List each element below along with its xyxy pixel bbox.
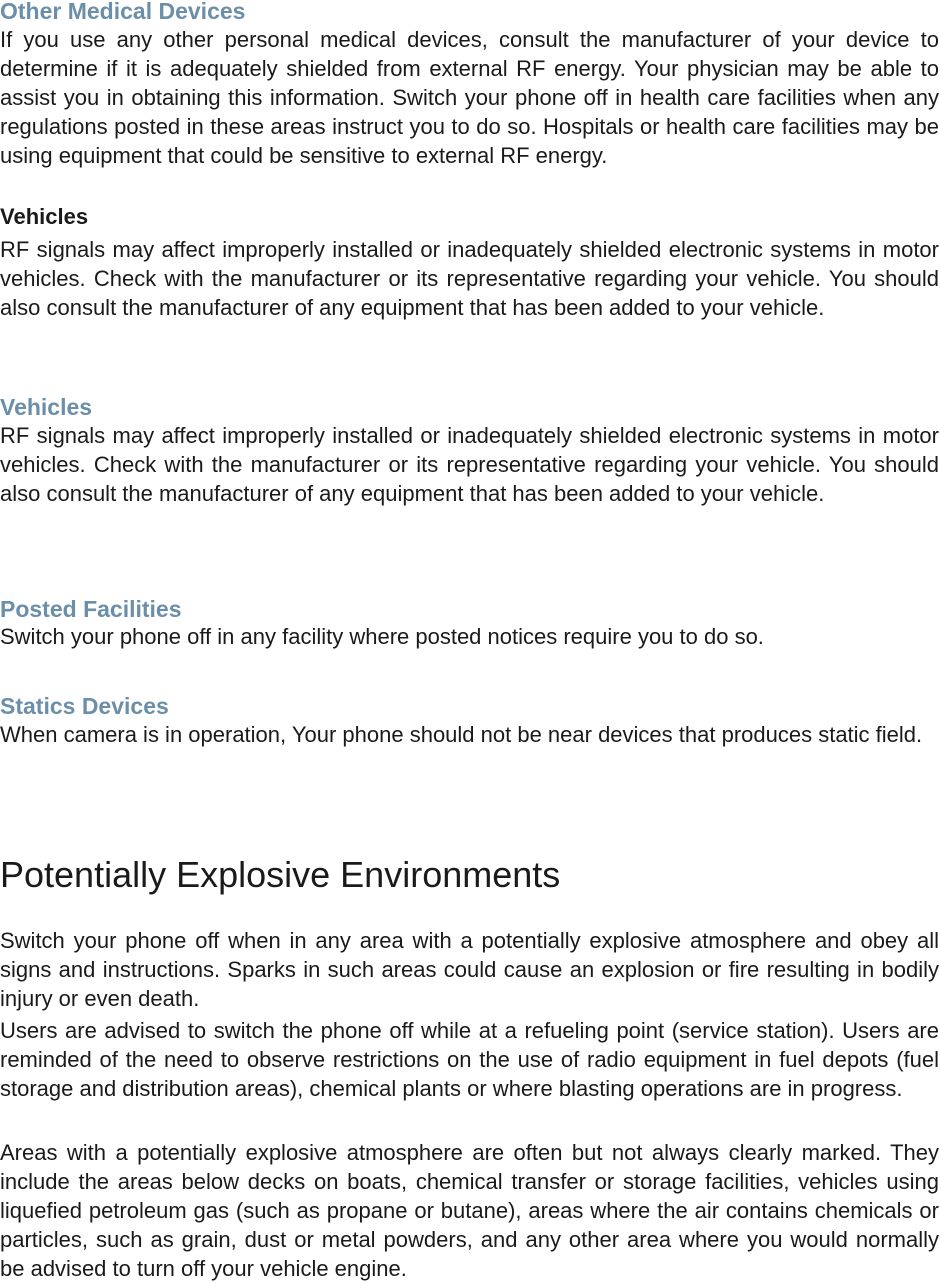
- explosive-paragraph-3: Areas with a potentially explosive atmosphere are often but not always clearly marked. They include the areas below decks on boats, chemical transfer or storage facilities, vehicles using liquefied petroleum gas (such as propane or butane), areas where the air contains chemicals or particles, such as grain, dust or metal powders, and any other area where you would normally be advised to turn off your vehicle engine.: [0, 1140, 939, 1281]
- other-medical-devices-text: If you use any other personal medical devices, consult the manufacturer of your device to determine if it is adequately shielded from external RF energy. Your physician may be able to assist you in obtaining this information. Switch your phone off in health care facilities when any regulations posted in these areas instruct you to do so. Hospitals or health care facilities may be using equipment that could be sensitive to external RF energy.: [0, 27, 939, 168]
- vehicles-text-1: RF signals may affect improperly installed or inadequately shielded electronic systems in motor vehicles. Check with the manufacturer or its representative regarding your vehicle. You should also consult the manufacturer of any equipment that has been added to your vehicle.: [0, 237, 939, 320]
- statics-devices-text: When camera is in operation, Your phone should not be near devices that produces static field.: [0, 722, 923, 747]
- explosive-paragraph-2: Users are advised to switch the phone off while at a refueling point (service station). Users are reminded of the need to observe restrictions on the use of radio equipment in fuel depots (fuel storage and distribution areas), chemical plants or where blasting operations are in progress.: [0, 1018, 939, 1101]
- vehicles-heading: Vehicles: [0, 394, 93, 420]
- posted-facilities-heading: Posted Facilities: [0, 596, 182, 622]
- vehicles-subheading: Vehicles: [0, 204, 89, 229]
- explosive-environments-title: Potentially Explosive Environments: [0, 854, 561, 895]
- vehicles-text-2: RF signals may affect improperly installed or inadequately shielded electronic systems in motor vehicles. Check with the manufacturer or its representative regarding your vehicle. You should also consult the manufacturer of any equipment that has been added to your vehicle.: [0, 423, 939, 506]
- statics-devices-heading: Statics Devices: [0, 693, 169, 719]
- explosive-paragraph-1: Switch your phone off when in any area with a potentially explosive atmosphere and obey all signs and instructions. Sparks in such areas could cause an explosion or fire resulting in bodily injury or even death.: [0, 928, 939, 1011]
- other-medical-devices-heading: Other Medical Devices: [0, 0, 246, 24]
- posted-facilities-text: Switch your phone off in any facility where posted notices require you to do so.: [0, 624, 764, 649]
